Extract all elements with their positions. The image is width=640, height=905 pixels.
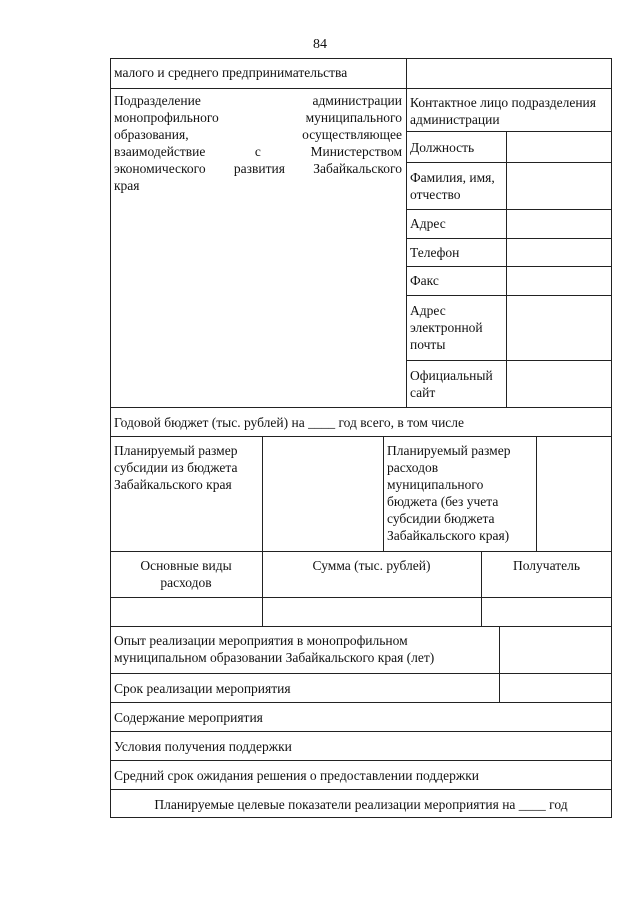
divider (406, 58, 407, 407)
divider (110, 760, 612, 761)
divider (110, 731, 612, 732)
division-line-4: взаимодействие с Министерством (114, 144, 402, 159)
header-continuation: малого и среднего предпринимательства (114, 65, 348, 80)
field-position: Должность (410, 140, 475, 155)
application-form-table (110, 58, 612, 818)
field-full-name: Фамилия, имя, отчество (410, 170, 495, 202)
divider (536, 436, 537, 551)
annual-budget-label: Годовой бюджет (тыс. рублей) на ____ год всего, в том числе (114, 415, 465, 430)
field-website: Официальный сайт (410, 368, 493, 400)
page-number: 84 (313, 37, 327, 52)
division-line-1: Подразделение администрации (114, 93, 402, 108)
divider (110, 702, 612, 703)
implementation-term-label: Срок реализации мероприятия (114, 681, 291, 696)
divider (499, 626, 500, 702)
field-fax: Факс (410, 273, 439, 288)
divider (110, 88, 612, 89)
decision-waiting-term-label: Средний срок ожидания решения о предоставлении поддержки (114, 768, 480, 783)
field-email: Адрес электронной почты (410, 303, 483, 352)
header-sum: Сумма (тыс. рублей) (312, 558, 431, 573)
experience-label: Опыт реализации мероприятия в монопрофильном муниципальном образовании Забайкальского края (лет) (114, 633, 435, 665)
subsidy-label: Планируемый размер субсидии из бюджета Забайкальского края (114, 443, 238, 492)
divider (383, 436, 384, 551)
division-line-2: монопрофильного муниципального (114, 110, 402, 125)
division-line-5: экономического развития Забайкальского (114, 161, 402, 176)
event-content-label: Содержание мероприятия (114, 710, 263, 725)
divider (262, 436, 263, 626)
header-expense-types: Основные виды расходов (140, 558, 232, 590)
target-indicators-label: Планируемые целевые показатели реализации мероприятия на ____ год (154, 797, 568, 812)
divider (110, 597, 612, 598)
divider (110, 551, 612, 552)
municipal-expenses-label: Планируемый размер расходов муниципального бюджета (без учета субсидии бюджета Забайкальского края) (387, 443, 511, 543)
divider (406, 360, 612, 361)
divider (406, 209, 612, 210)
divider (406, 131, 612, 132)
field-phone: Телефон (410, 245, 460, 260)
header-recipient: Получатель (512, 558, 581, 573)
divider (110, 789, 612, 790)
divider (406, 295, 612, 296)
division-line-3: образования, осуществляющее (114, 127, 402, 142)
division-line-6: края (114, 178, 140, 193)
divider (406, 162, 612, 163)
divider (506, 131, 507, 407)
divider (110, 407, 612, 408)
divider (481, 551, 482, 626)
contact-person-title: Контактное лицо подразделения администрации (410, 95, 596, 127)
divider (406, 266, 612, 267)
divider (110, 673, 612, 674)
divider (110, 626, 612, 627)
support-conditions-label: Условия получения поддержки (114, 739, 292, 754)
divider (406, 238, 612, 239)
field-address: Адрес (410, 216, 446, 231)
